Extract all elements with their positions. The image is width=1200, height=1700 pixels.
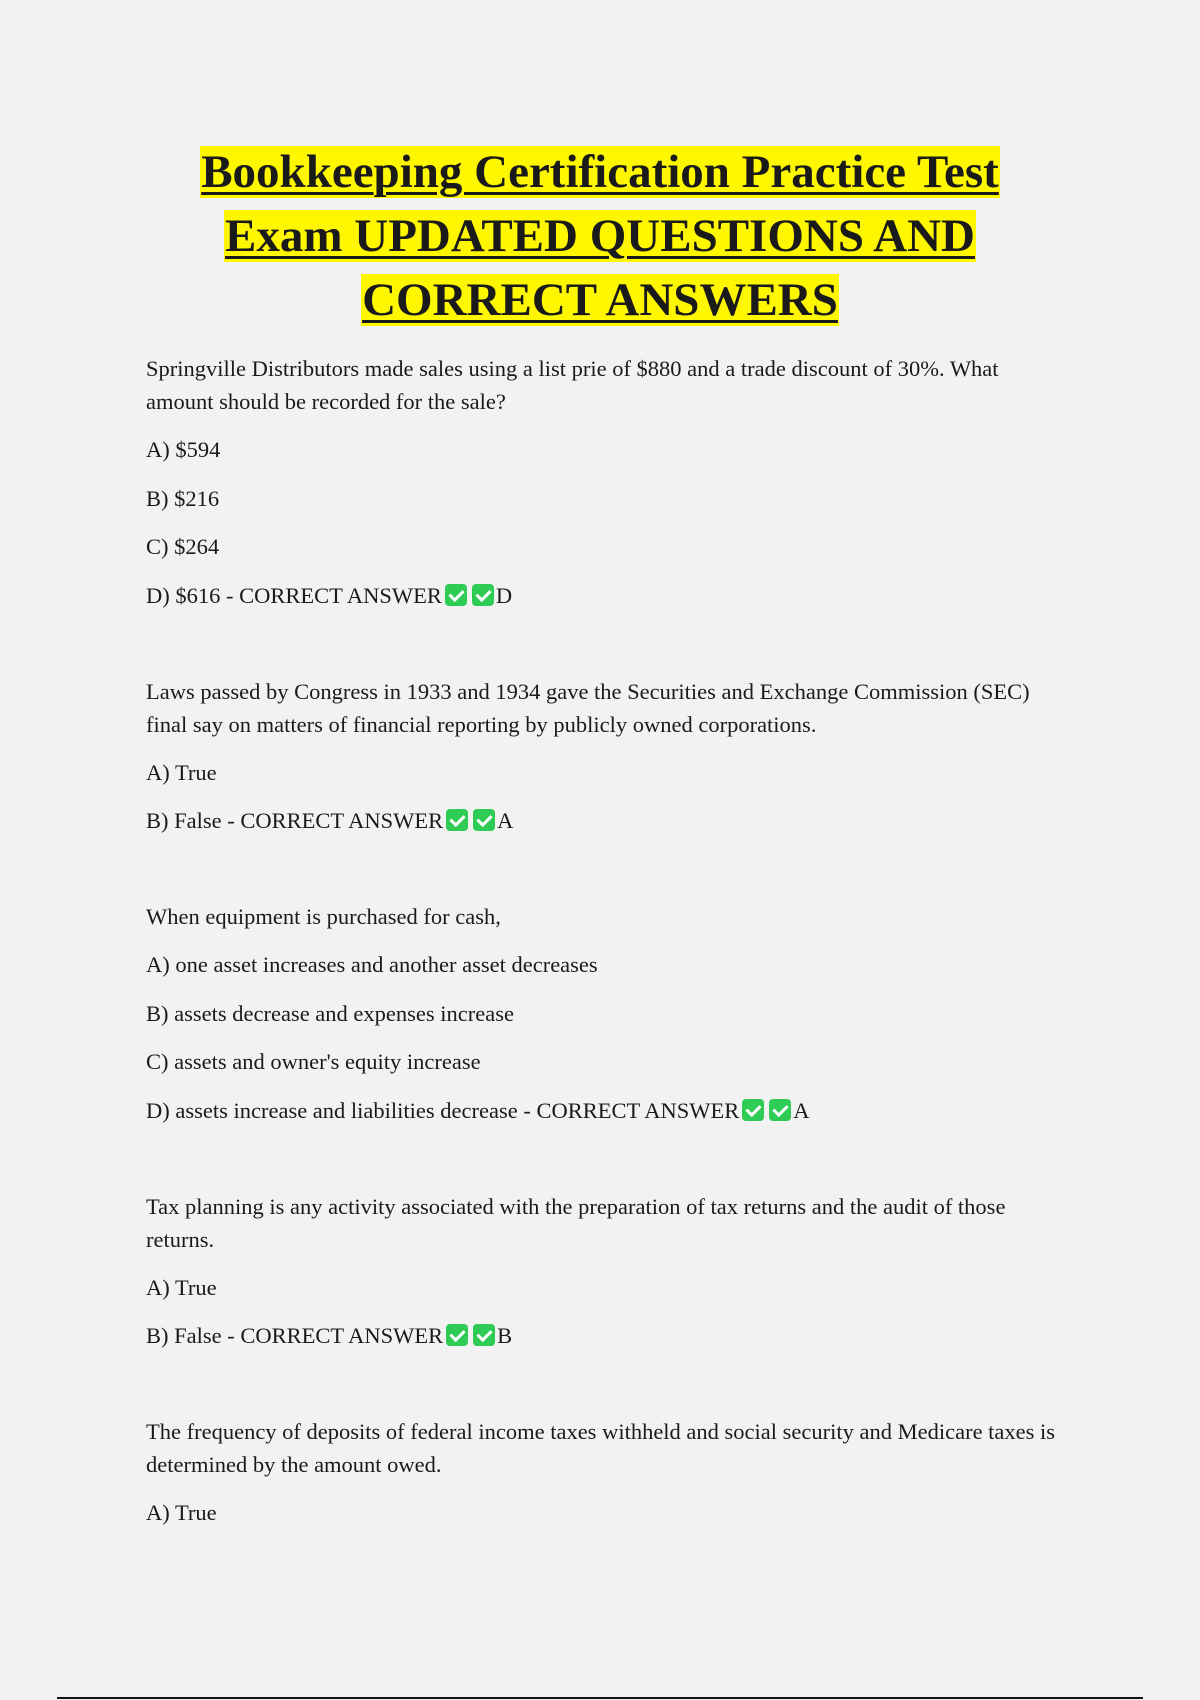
answer-option-label: D) $616 - CORRECT ANSWER <box>146 582 442 608</box>
answer-option-label: B) False - CORRECT ANSWER <box>146 1323 444 1348</box>
page-bottom-rule <box>57 1697 1143 1699</box>
answer-option: A) True <box>146 1500 217 1525</box>
title-line-3: CORRECT ANSWERS <box>362 274 838 326</box>
correct-answer-letter: B <box>497 1323 513 1348</box>
question-5 <box>146 1415 1066 1529</box>
answer-option: B) $216 <box>146 485 220 511</box>
green-check-icon <box>769 1099 791 1121</box>
question-text: Tax planning is any activity associated with the preparation of tax returns and the audit of those returns. <box>146 1193 1006 1252</box>
title-line-2: Exam UPDATED QUESTIONS AND <box>225 210 975 262</box>
answer-option: B) assets decrease and expenses increase <box>146 1000 514 1026</box>
question-3 <box>146 900 1066 1127</box>
correct-answer-letter: A <box>793 1097 810 1123</box>
answer-option: A) True <box>146 759 217 785</box>
green-check-icon <box>742 1099 764 1121</box>
question-text: Springville Distributors made sales using a list prie of $880 and a trade discount of 30%. What amount should be recorded for the sale? <box>146 356 999 414</box>
green-check-icon <box>445 584 467 606</box>
green-check-icon <box>472 584 494 606</box>
answer-option: A) one asset increases and another asset decreases <box>146 952 598 977</box>
title-line-1: Bookkeeping Certification Practice Test <box>201 146 999 198</box>
question-text: Laws passed by Congress in 1933 and 1934 gave the Securities and Exchange Commission (SEC) final say on matters of financial reporting by publicly owned corporations. <box>146 678 1030 737</box>
green-check-icon <box>446 809 468 831</box>
answer-option: A) True <box>146 1274 217 1300</box>
correct-answer-letter: D <box>495 582 513 608</box>
answer-option-with-key <box>146 579 1066 612</box>
answer-option: C) $264 <box>146 534 220 559</box>
page-title <box>150 140 1050 332</box>
green-check-icon <box>446 1324 468 1346</box>
green-check-icon <box>473 1324 495 1346</box>
answer-option: A) $594 <box>146 437 221 462</box>
question-2 <box>146 675 1066 838</box>
answer-option-label: D) assets increase and liabilities decrease - CORRECT ANSWER <box>146 1097 740 1123</box>
question-1 <box>146 352 1066 612</box>
answer-option-label: B) False - CORRECT ANSWER <box>146 808 444 833</box>
answer-option-with-key <box>146 804 1066 837</box>
answer-option-with-key <box>146 1319 1066 1352</box>
answer-option: C) assets and owner's equity increase <box>146 1049 481 1074</box>
document-body <box>146 352 1066 1592</box>
answer-option-with-key <box>146 1094 1066 1127</box>
question-text: The frequency of deposits of federal income taxes withheld and social security and Medicare taxes is determined by the amount owed. <box>146 1419 1056 1477</box>
question-4 <box>146 1190 1066 1353</box>
question-text: When equipment is purchased for cash, <box>146 904 501 929</box>
correct-answer-letter: A <box>497 808 514 833</box>
green-check-icon <box>473 809 495 831</box>
